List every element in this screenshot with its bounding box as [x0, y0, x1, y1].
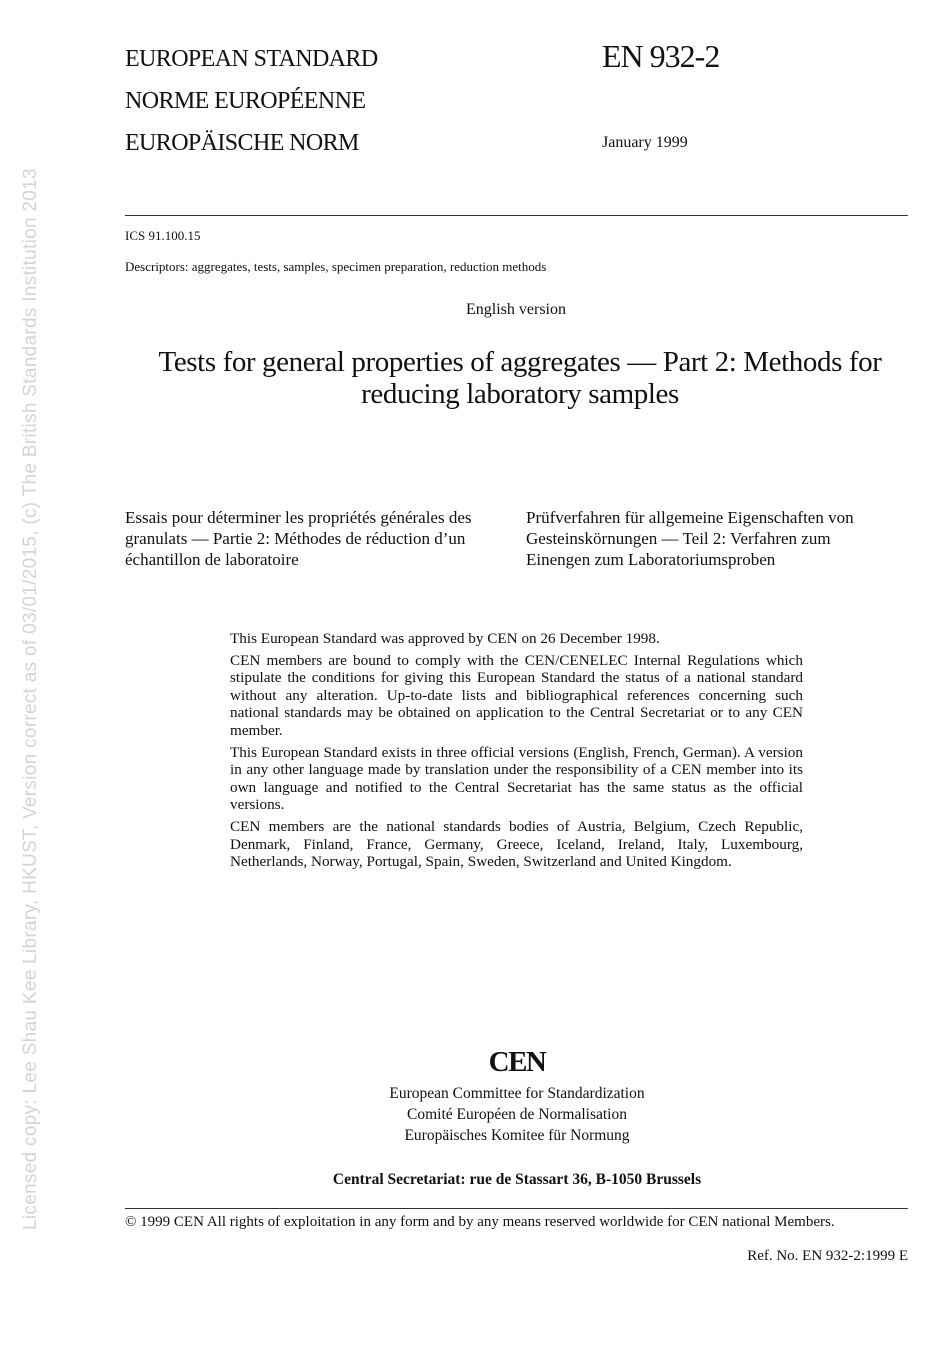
version-note: English version	[466, 301, 566, 318]
publication-date: January 1999	[602, 134, 688, 151]
cen-name-french: Comité Européen de Normalisation	[407, 1106, 627, 1123]
copyright-notice: © 1999 CEN All rights of exploitation in any form and by any means reserved worldwide for CEN national Members.	[125, 1214, 835, 1230]
document-title: Tests for general properties of aggregates — Part 2: Methods for reducing laboratory samples	[158, 346, 882, 410]
approval-notice	[230, 630, 803, 875]
approval-paragraph-2: CEN members are bound to comply with the CEN/CENELEC Internal Regulations which stipulate the conditions for giving this European Standard the status of a national standard without any alteration. Up-to-date lists and bibliographical references concerning such national standards may be obtained on application to the Central Secretariat or to any CEN member.	[230, 651, 803, 739]
title-french: Essais pour déterminer les propriétés générales des granulats — Partie 2: Méthodes de réduction d’un échantillon de laboratoire	[125, 508, 472, 569]
ics-code: ICS 91.100.15	[125, 228, 201, 243]
header-divider	[125, 215, 908, 216]
standard-number: EN 932-2	[602, 38, 720, 74]
cen-names	[0, 1083, 950, 1146]
approval-paragraph-3: This European Standard exists in three official versions (English, French, German). A version in any other language made by translation under the responsibility of a CEN member into its own language and notified to the Central Secretariat has the same status as the official versions.	[230, 743, 803, 814]
cen-name-german: Europäisches Komitee für Normung	[404, 1127, 630, 1144]
approval-paragraph-4: CEN members are the national standards bodies of Austria, Belgium, Czech Republic, Denmark, Finland, France, Germany, Greece, Iceland, Ireland, Italy, Luxembourg, Netherlands, Norway, Portugal, Spain, Sweden, Switzerland and United Kingdom.	[230, 817, 803, 871]
license-watermark: Licensed copy: Lee Shau Kee Library, HKUST, Version correct as of 03/01/2015, (c) The British Standards Institution 2013	[20, 168, 41, 1230]
header-english-label: EUROPEAN STANDARD	[125, 46, 378, 72]
header-french-label: NORME EUROPÉENNE	[125, 88, 366, 114]
cen-name-english: European Committee for Standardization	[389, 1085, 645, 1102]
reference-number: Ref. No. EN 932-2:1999 E	[747, 1248, 908, 1264]
title-german: Prüfverfahren für allgemeine Eigenschaften von Gesteinskörnungen — Teil 2: Verfahren zum Einengen zum Laboratoriumsproben	[526, 508, 854, 569]
header-german-label: EUROPÄISCHE NORM	[125, 130, 359, 156]
footer-divider	[125, 1208, 908, 1209]
cen-logo: CEN	[488, 1046, 546, 1078]
descriptors: Descriptors: aggregates, tests, samples, specimen preparation, reduction methods	[125, 259, 547, 274]
central-secretariat-address: Central Secretariat: rue de Stassart 36, B-1050 Brussels	[332, 1171, 702, 1188]
approval-paragraph-1: This European Standard was approved by CEN on 26 December 1998.	[230, 630, 660, 647]
